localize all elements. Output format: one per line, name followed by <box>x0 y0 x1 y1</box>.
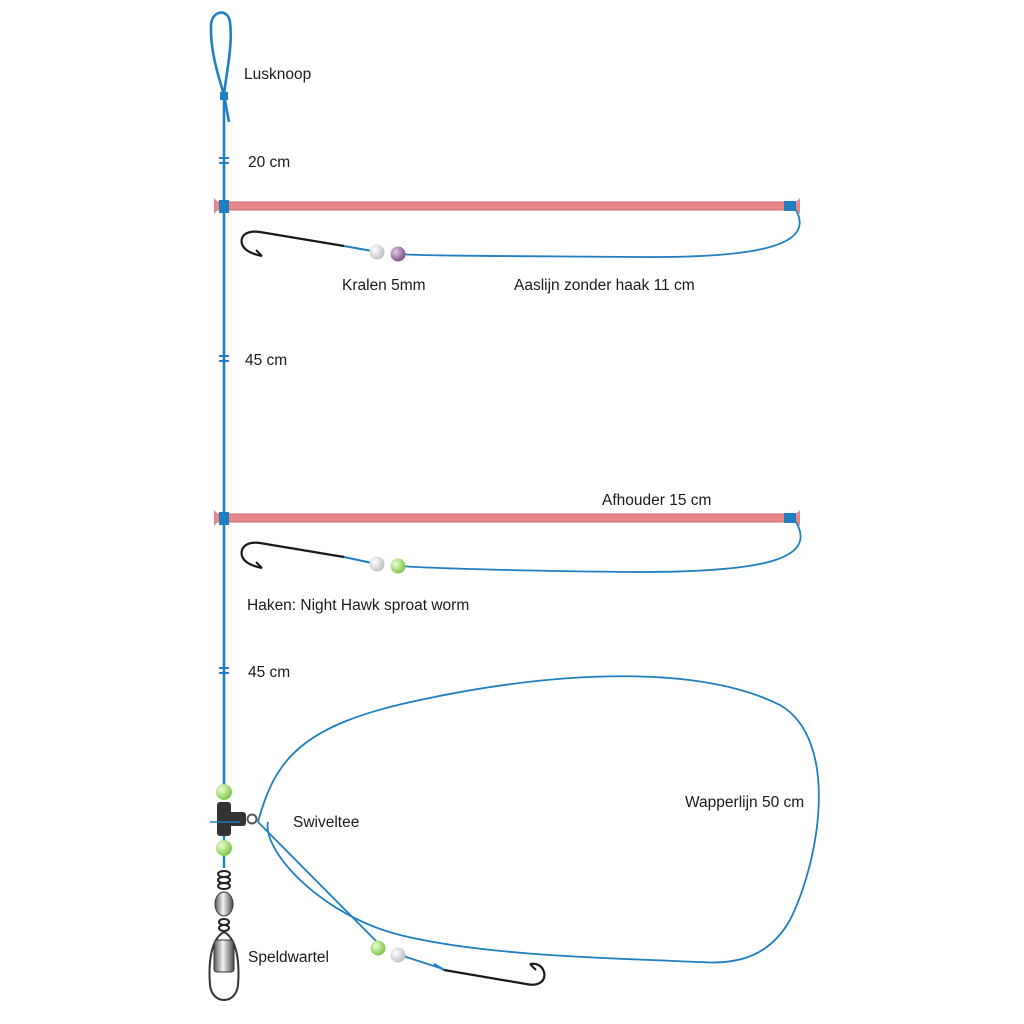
label-distance-top: 20 cm <box>248 154 291 171</box>
loop-knot <box>220 92 228 100</box>
swivel-assembly <box>210 784 257 1000</box>
label-wapperlijn: Wapperlijn 50 cm <box>685 794 805 811</box>
label-kralen: Kralen 5mm <box>342 277 426 294</box>
snood-upper <box>242 210 800 257</box>
label-lusknoop: Lusknoop <box>244 66 312 83</box>
beads-upper <box>370 245 406 262</box>
swivel-barrel <box>215 892 233 916</box>
spring-coil <box>218 871 230 889</box>
bead-white-upper <box>370 245 385 260</box>
label-aaslijn: Aaslijn zonder haak 11 cm <box>514 277 695 294</box>
bead-white-lower <box>370 557 385 572</box>
label-swiveltee: Swiveltee <box>293 814 360 831</box>
bead-green-lower <box>391 559 406 574</box>
bead-green-bottom <box>216 840 232 856</box>
snood-lower <box>242 522 801 572</box>
boom-lower <box>214 510 800 526</box>
label-haken: Haken: Night Hawk sproat worm <box>247 597 470 614</box>
spring-coil-lower <box>219 919 229 931</box>
boom-upper <box>214 198 800 214</box>
label-distance-low: 45 cm <box>248 664 291 681</box>
snap-clip <box>210 932 239 1000</box>
label-afhouder: Afhouder 15 cm <box>602 492 712 509</box>
bead-green-wapper <box>371 941 386 956</box>
bead-white-wapper <box>391 948 406 963</box>
bead-purple-upper <box>391 247 406 262</box>
swivel-tee-body <box>217 802 246 836</box>
bead-green-top <box>216 784 232 800</box>
label-distance-mid: 45 cm <box>245 352 288 369</box>
label-speldwartel: Speldwartel <box>248 949 329 966</box>
hook-lower <box>434 964 544 985</box>
beads-lower <box>370 557 406 574</box>
beads-wapperlijn <box>371 941 406 963</box>
